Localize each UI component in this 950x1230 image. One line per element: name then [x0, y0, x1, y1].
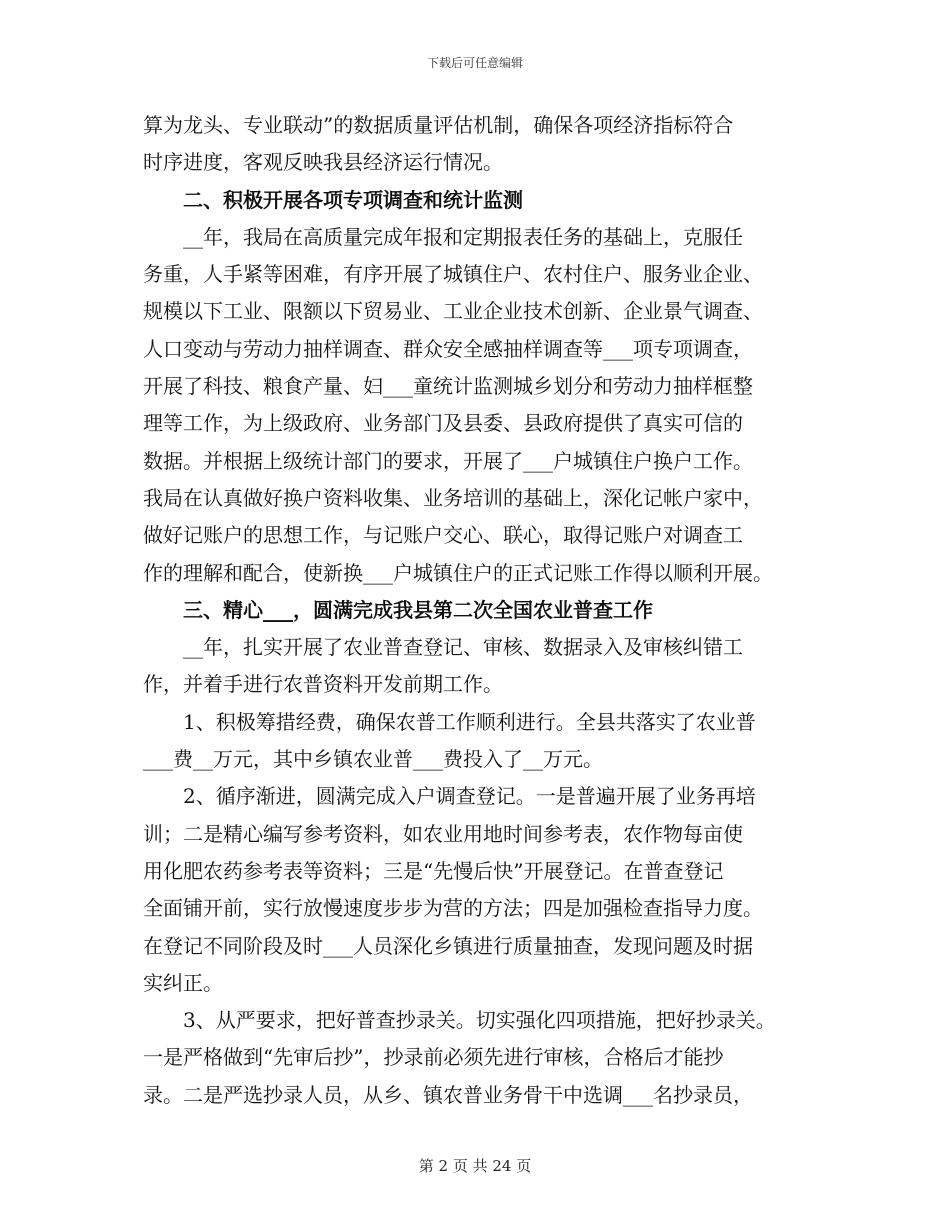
paragraph-start: __年，扎实开展了农业普查登记、审核、数据录入及审核纠错工	[183, 635, 743, 660]
document-body	[143, 107, 833, 1114]
text-line: 全面铺开前，实行放慢速度步步为营的方法；四是加强检查指导力度。	[143, 896, 763, 921]
text-line: 务重，人手紧等困难，有序开展了城镇住户、农村住户、服务业企业、	[143, 262, 763, 287]
text-line: 开展了科技、粮食产量、妇___童统计监测城乡划分和劳动力抽样框整	[143, 374, 753, 399]
text-line: ___费__万元，其中乡镇农业普___费投入了__万元。	[143, 747, 603, 772]
text-line: 数据。并根据上级统计部门的要求，开展了___户城镇住户换户工作。	[143, 448, 753, 473]
section-heading: 三、精心___，圆满完成我县第二次全国农业普查工作	[183, 597, 653, 622]
paragraph-start: 1、积极筹措经费，确保农普工作顺利进行。全县共落实了农业普	[183, 709, 756, 734]
text-line: 做好记账户的思想工作，与记账户交心、联心，取得记账户对调查工	[143, 523, 743, 548]
text-line: 我局在认真做好换户资料收集、业务培训的基础上，深化记帐户家中，	[143, 485, 763, 510]
paragraph-start: 3、从严要求，把好普查抄录关。切实强化四项措施，把好抄录关。	[183, 1008, 776, 1033]
section-heading: 二、积极开展各项专项调查和统计监测	[183, 187, 523, 212]
text-line: 录。二是严选抄录人员，从乡、镇农普业务骨干中选调___名抄录员，	[143, 1082, 753, 1107]
paragraph-start: 2、循序渐进，圆满完成入户调查登记。一是普遍开展了业务再培	[183, 784, 756, 809]
page-header: 下载后可任意编辑	[426, 56, 523, 70]
text-line: 算为龙头、专业联动”的数据质量评估机制，确保各项经济指标符合	[143, 113, 734, 137]
text-line: 理等工作，为上级政府、业务部门及县委、县政府提供了真实可信的	[143, 411, 743, 436]
text-line: 在登记不同阶段及时___人员深化乡镇进行质量抽查，发现问题及时据	[143, 933, 753, 958]
text-line: 作的理解和配合，使新换___户城镇住户的正式记账工作得以顺利开展。	[143, 560, 773, 585]
paragraph-start: __年，我局在高质量完成年报和定期报表任务的基础上，克服任	[183, 224, 743, 249]
text-line: 作，并着手进行农普资料开发前期工作。	[143, 672, 503, 697]
text-line: 实纠正。	[143, 970, 223, 995]
text-line: 训；二是精心编写参考资料，如农业用地时间参考表，农作物每亩使	[143, 821, 743, 846]
text-line: 一是严格做到“先审后抄”，抄录前必须先进行审核，合格后才能抄	[143, 1045, 724, 1070]
text-line: 时序进度，客观反映我县经济运行情况。	[143, 150, 503, 175]
text-line: 规模以下工业、限额以下贸易业、工业企业技术创新、企业景气调查、	[143, 299, 763, 324]
text-line: 用化肥农药参考表等资料；三是“先慢后快”开展登记。在普查登记	[143, 858, 724, 883]
page-number: 第 2 页 共 24 页	[418, 1157, 532, 1175]
text-line: 人口变动与劳动力抽样调查、群众安全感抽样调查等___项专项调查，	[143, 336, 753, 361]
